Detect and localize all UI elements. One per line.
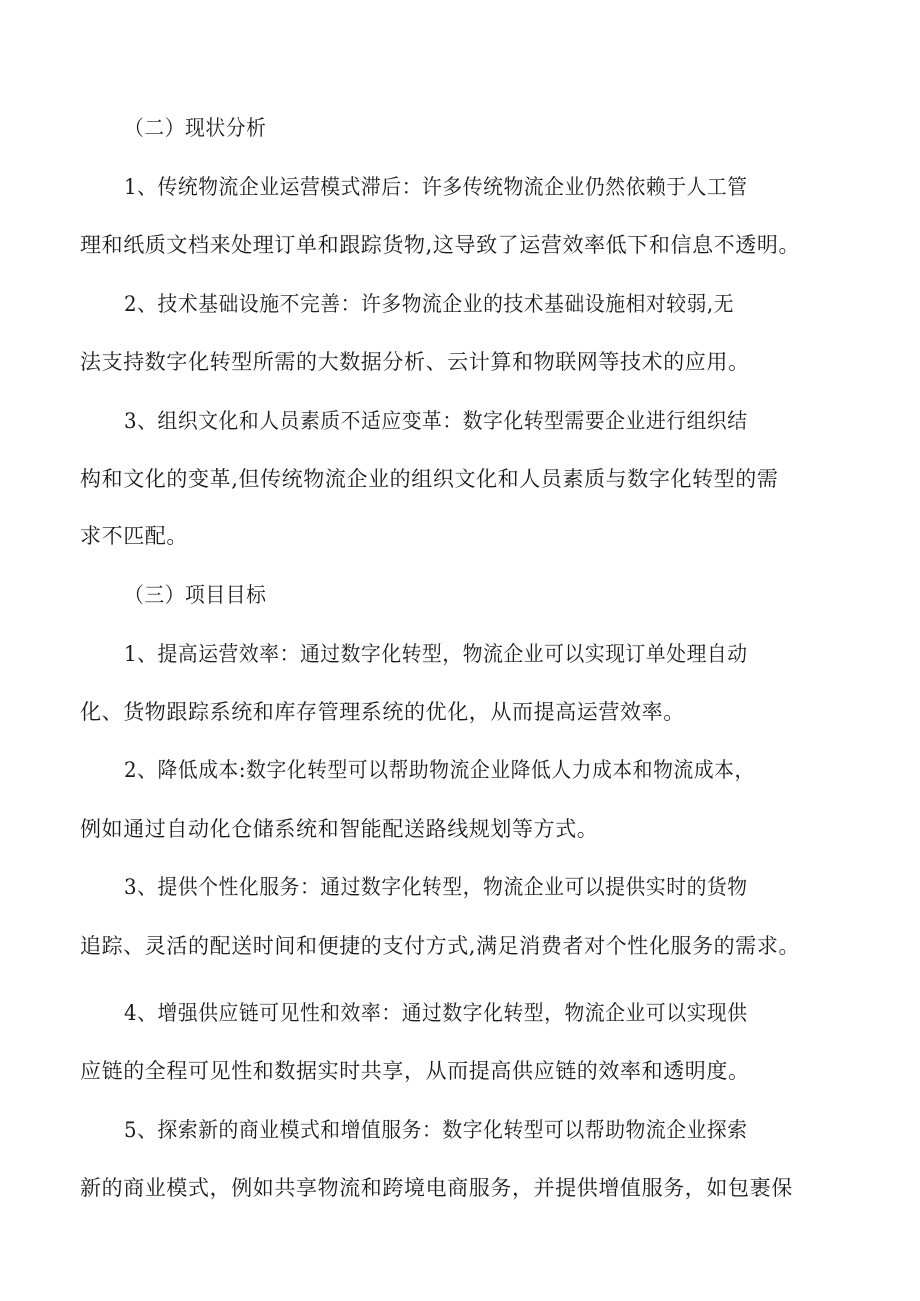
paragraph-line: 4、增强供应链可见性和效率：通过数字化转型，物流企业可以实现供 <box>124 1001 748 1025</box>
paragraph-line: 求不匹配。 <box>80 524 188 548</box>
paragraph-line: 3、组织文化和人员素质不适应变革：数字化转型需要企业进行组织结 <box>124 409 748 433</box>
paragraph-line: 5、探索新的商业模式和增值服务：数字化转型可以帮助物流企业探索 <box>124 1118 748 1142</box>
paragraph-line: 化、货物跟踪系统和库存管理系统的优化，从而提高运营效率。 <box>80 700 685 724</box>
paragraph-line: 构和文化的变革,但传统物流企业的组织文化和人员素质与数字化转型的需 <box>80 467 779 491</box>
paragraph-line: 例如通过自动化仓储系统和智能配送路线规划等方式。 <box>80 817 599 841</box>
paragraph-line: 2、降低成本:数字化转型可以帮助物流企业降低人力成本和物流成本， <box>124 758 755 782</box>
paragraph-line: 新的商业模式，例如共享物流和跨境电商服务，并提供增值服务，如包裹保 <box>80 1176 793 1200</box>
section-heading-goals: （三）项目目标 <box>124 583 267 607</box>
paragraph-line: 3、提供个性化服务：通过数字化转型，物流企业可以提供实时的货物 <box>124 875 748 899</box>
section-heading-status: （二）现状分析 <box>124 116 267 140</box>
paragraph-line: 1、提高运营效率：通过数字化转型，物流企业可以实现订单处理自动 <box>124 642 748 666</box>
paragraph-line: 1、传统物流企业运营模式滞后：许多传统物流企业仍然依赖于人工管 <box>124 175 748 199</box>
paragraph-line: 应链的全程可见性和数据实时共享，从而提高供应链的效率和透明度。 <box>80 1059 750 1083</box>
paragraph-line: 追踪、灵活的配送时间和便捷的支付方式,满足消费者对个性化服务的需求。 <box>80 934 801 958</box>
paragraph-line: 法支持数字化转型所需的大数据分析、云计算和物联网等技术的应用。 <box>80 350 750 374</box>
paragraph-line: 理和纸质文档来处理订单和跟踪货物,这导致了运营效率低下和信息不透明。 <box>80 233 801 257</box>
paragraph-line: 2、技术基础设施不完善：许多物流企业的技术基础设施相对较弱,无 <box>124 292 735 316</box>
